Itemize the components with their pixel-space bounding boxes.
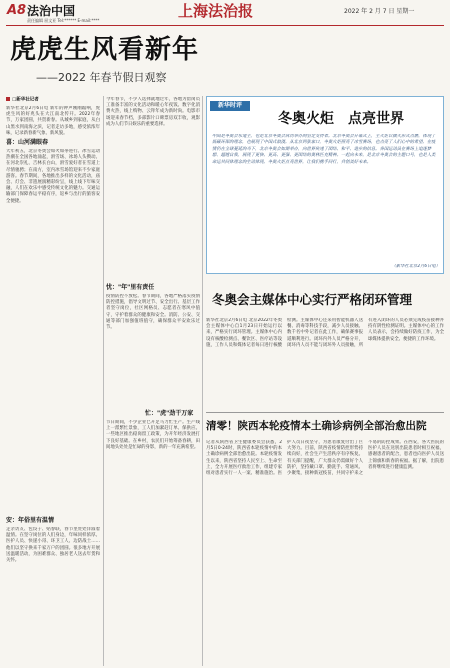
commentary-body: 中国是冬奥会东道主，也是北京冬奥会成功举办的坚定支持者。北京冬奥会开幕式上，主火炬以微火形式点燃，体现了低碳环保的理念，也展现了中国式浪漫。从北京到张家口，冬奥火炬照亮了冰雪赛场，也点亮了人们心中的希望。在疫情仍在全球蔓延的当下，北京冬奥会如期举办，向世界传递了团结、和平、进步的信息。各国运动员在赛场上追逐梦想、超越自我，展现了更快、更高、更强、更团结的奥林匹克精神。一起向未来，是北京冬奥会的主题口号，也是人类命运共同体理念的生动体现。冬奥火炬点亮世界，让我们携手同行，共创美好未来。 [212,134,436,165]
article-divider [206,412,444,413]
masthead-rule [6,25,444,26]
lead-col2-body: 今年春节，不少人选择就地过年，各地为留岗员工准备丰富的文化活动和暖心年夜饭。数字化消费火热，线上购物、云拜年成为新时尚。电影市场迎来春节档，多部影片口碑票房双丰收，观影成为人们节日娱乐的重要选择。 [106,97,200,127]
commentary-title: 冬奥火炬 点亮世界 [278,111,404,127]
column-divider [103,96,104,666]
issue-date: 2022 年 2 月 7 日 星期一 [344,8,415,15]
lead-col2-heading: 忧："年"里有责任 [106,284,155,291]
article3-body: 记者从陕西省卫生健康委员会获悉，2月5日0-24时，陕西省本轮疫情中的本土确诊病例全部治愈出院。本轮疫情发生以来，陕西省坚持人民至上、生命至上，全力开展医疗救治工作，组建专家组对患者实行一人一案、精准施治。医护人员日夜坚守，为患者康复付出了巨大努力。目前，陕西省疫情防控形势持续向好，社会生产生活秩序有序恢复。有关部门提醒，广大群众仍需做好个人防护，坚持戴口罩、勤洗手、常通风、少聚集，接种新冠疫苗，共同守护来之不易的防控成果。在西安，各大医院的医护人员在送别出院患者时相互祝福，感谢患者的配合，患者也向医护人员送上锦旗和新春的祝福。据了解，出院患者将继续进行健康监测。 [206,440,444,477]
lead-col2-body-3: 节日期间，不少企业已开足马力忙生产。生产线上一派繁忙景象，工人们加紧赶订单、保供应。一些地区推出稳岗留工政策，为开年经济发展打下良好基础。在乡村，农民们开始筹备春耕，田间地头处处是忙碌的身影，新的一年充满希望。 [106,420,200,450]
article3-title: 清零！陕西本轮疫情本土确诊病例全部治愈出院 [206,420,427,432]
commentary-tag: 新华时评 [210,101,250,111]
lead-col2-body-2: 疫情防控不放松。春节期间，各地严格落实疫情防控措施，倡导文明过节、安全出行。基层工作者坚守岗位，社区网格员、志愿者在寒风中值守，守护着群众的健康和安全。消防、公安、交通等部门加强值班值守，确保群众平安欢乐过节。 [106,294,200,331]
lead-col1-body: 大年初五，北京冬奥会如火如荼进行。冰雪运动热潮在全国各地涌起，滑雪场、冰场人头攒动。在河北崇礼、吉林长白山，滑雪爱好者在雪道上尽情驰骋；在南方，室内冰雪场馆迎来不少家庭游客。春节期间，各地推出多样的文化活动，庙会、灯会、非遗展演精彩纷呈，线上线下年味交融，人们在欢乐中感受传统文化的魅力。交通运输部门保障春运平稳有序，返乡与出行的旅客安全便捷。 [6,149,100,204]
lead-col1-body-2: 走亲访友、包饺子、贴春联，春节里处处洋溢着温情。在坚守岗位的人们身边，年味同样浓厚。医护人员、快递小哥、环卫工人、边防战士……他们以坚守换来千家万户的团圆。很多地方开展送温暖活动，为困难群众、独居老人送去年货和关怀。 [6,527,100,564]
article2-body: 新华社北京2月6日电 北京2022年冬奥会主媒体中心自1月23日开始运行以来，严格实行闭环管理。主媒体中心内设有核酸检测点、餐饮区、医疗站等设施，工作人员和媒体记者每日进行核酸检测。主媒体中心还采用智能机器人送餐、消毒等科技手段，减少人员接触。数千名中外记者在此工作，确保赛事报道顺利进行。闭环内外人员严格分开，闭环内人员不能与闭环外人员接触，所有进入闭环的人员必须完成疫苗接种并持有阴性检测证明。主媒体中心的工作人员表示，会持续做好防疫工作，为全球媒体提供安全、便捷的工作环境。 [206,318,444,348]
lead-byline: □新华社记者 [6,97,100,104]
section-title: 法治中国 [27,4,76,18]
paper-logo: 上海法治报 [178,2,254,20]
commentary-byline: （新华社北京2月6日电） [391,264,440,269]
article2-title: 冬奥会主媒体中心实行严格闭环管理 [212,292,413,307]
lead-col1-heading: 喜：山河满眼春 [6,139,49,146]
lead-subhead: ——2022 年春节假日观察 [36,71,167,84]
lead-col1-heading-2: 安：年俗里有温情 [6,517,55,524]
lead-col2-heading-2: 忙："虎"劲干万家 [145,410,194,417]
lead-headline: 虎虎生风看新年 [10,35,200,65]
column-divider-2 [202,96,203,666]
editor-meta: 责任编辑 屈文亚 Tel:****** E-mail:**** [27,18,100,23]
page-number: A8 [7,3,27,18]
lead-col1-intro: 新华社北京2月6日电 新年的钟声刚刚敲响，虎虎生风的好兆头在大江南北传开。2022年春节，万家团圆，共贺新春。从城乡到家庭，从白山黑水到南海之滨，记者走访多地，感受浓浓年味，记录新春新气象、新风貌。 [6,106,100,136]
